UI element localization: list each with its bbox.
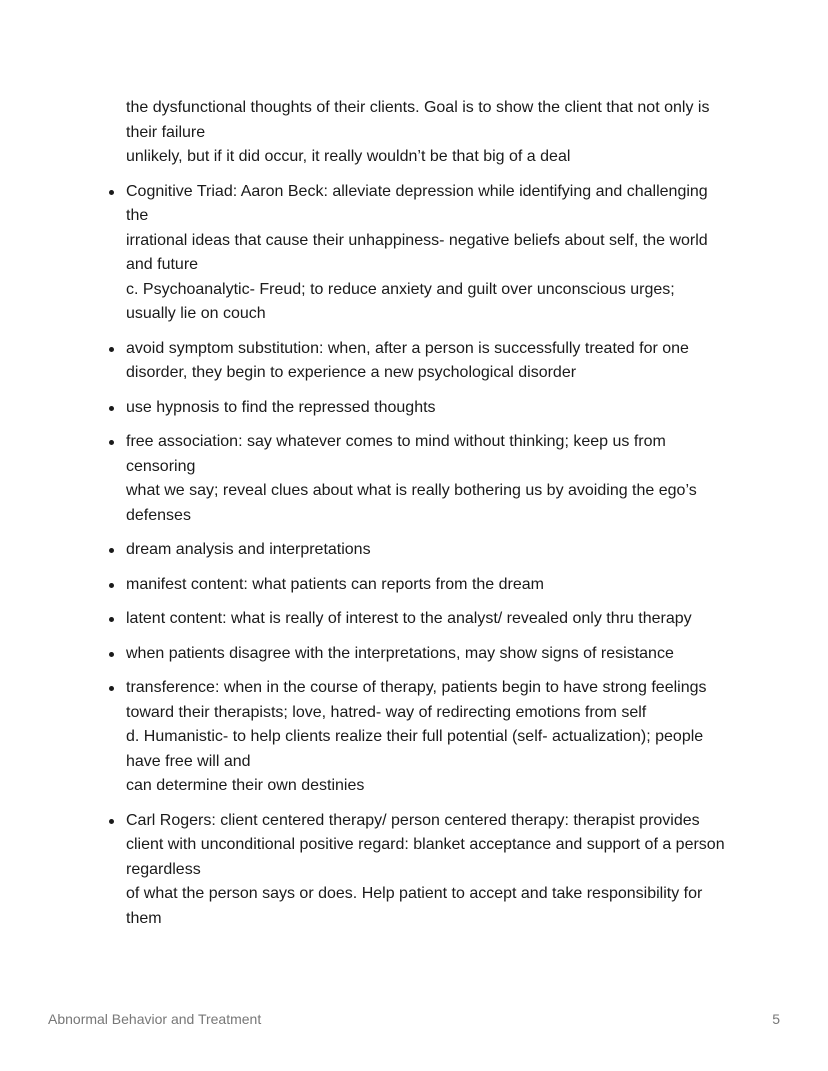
list-item — [126, 809, 726, 932]
text-line: Carl Rogers: client centered therapy/ person centered therapy: therapist provides client with unconditional positive regard: blanket acceptance and support of a person regardless — [126, 811, 725, 878]
footer-page-number: 5 — [772, 1011, 780, 1027]
list-item — [126, 642, 726, 667]
text-line: manifest content: what patients can reports from the dream — [126, 575, 544, 593]
intro-paragraph — [126, 96, 726, 170]
page-content — [126, 96, 726, 941]
text-line: what we say; reveal clues about what is really bothering us by avoiding the ego’s defenses — [126, 482, 697, 524]
text-line: use hypnosis to find the repressed thoughts — [126, 398, 436, 416]
text-line: the dysfunctional thoughts of their clients. Goal is to show the client that not only is their failure — [126, 99, 710, 141]
text-line: free association: say whatever comes to mind without thinking; keep us from censoring — [126, 433, 666, 475]
text-line: irrational ideas that cause their unhappiness- negative beliefs about self, the world and future — [126, 231, 708, 273]
bullet-list — [126, 180, 726, 932]
text-line: latent content: what is really of interest to the analyst/ revealed only thru therapy — [126, 610, 692, 627]
text-line: when patients disagree with the interpretations, may show signs of resistance — [126, 644, 674, 662]
text-line: transference: when in the course of therapy, patients begin to have strong feelings toward their therapists; love, hatred- way of redirecting emotions from self — [126, 679, 707, 721]
list-item — [126, 607, 726, 632]
text-line: unlikely, but if it did occur, it really wouldn’t be that big of a deal — [126, 148, 571, 165]
footer-document-title: Abnormal Behavior and Treatment — [48, 1011, 262, 1027]
list-item — [126, 337, 726, 386]
list-item — [126, 573, 726, 598]
text-line: dream analysis and interpretations — [126, 541, 371, 558]
text-line: c. Psychoanalytic- Freud; to reduce anxiety and guilt over unconscious urges; usually lie on couch — [126, 280, 675, 322]
list-item — [126, 180, 726, 327]
text-line: of what the person says or does. Help patient to accept and take responsibility for them — [126, 885, 703, 927]
text-line: can determine their own destinies — [126, 777, 365, 794]
text-line: d. Humanistic- to help clients realize their full potential (self- actualization); people have free will and — [126, 728, 704, 770]
text-line: Cognitive Triad: Aaron Beck: alleviate depression while identifying and challenging the — [126, 182, 708, 224]
list-item — [126, 538, 726, 563]
list-item — [126, 676, 726, 799]
list-item — [126, 430, 726, 528]
list-item — [126, 396, 726, 421]
text-line: avoid symptom substitution: when, after a person is successfully treated for one disorder, they begin to experience a new psychological disorder — [126, 339, 689, 381]
